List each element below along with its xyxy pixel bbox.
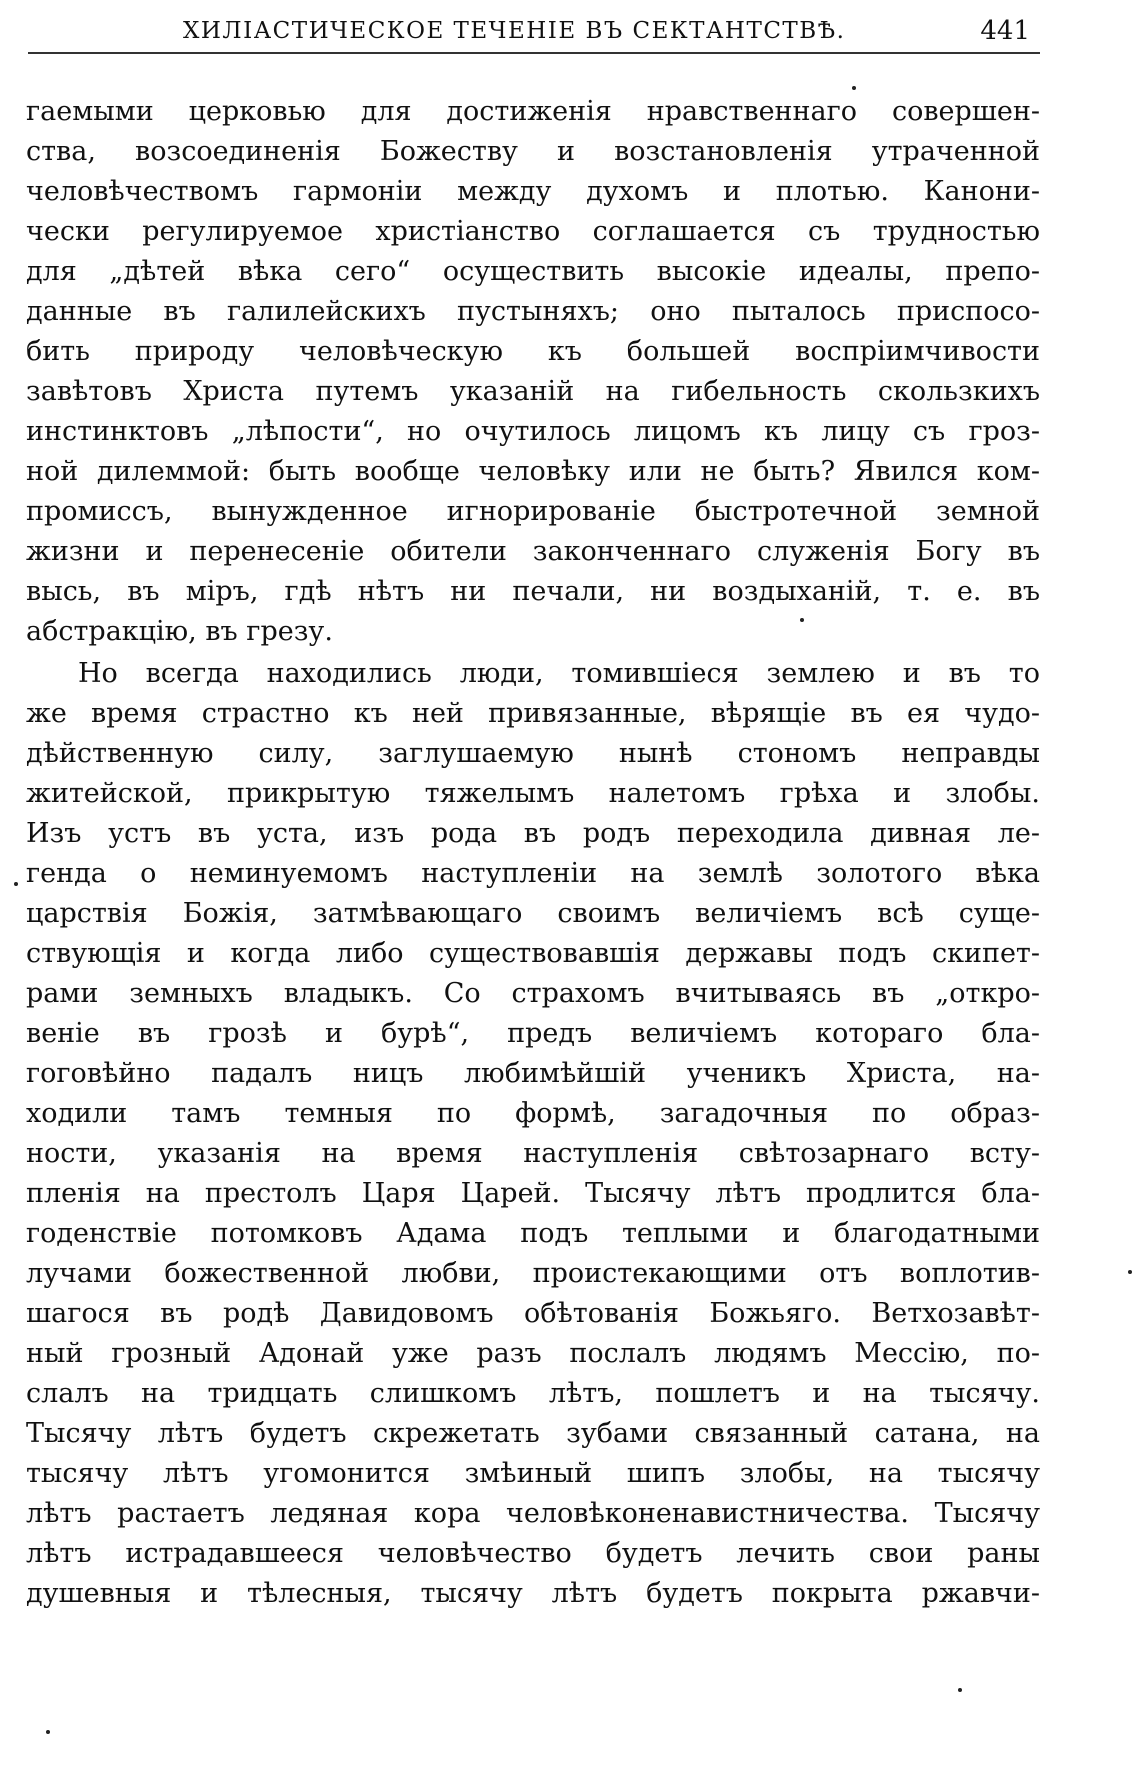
body-text — [26, 92, 1040, 1614]
paragraph-end-line: абстракцію, въ грезу. — [26, 616, 333, 647]
text-line: же время страстно къ ней привязанные, вѣрящіе въ ея чудо- — [26, 698, 1040, 729]
text-line: бить природу человѣческую къ большей воспріимчивости — [26, 336, 1040, 367]
text-line: для „дѣтей вѣка сего“ осуществить высокіе идеалы, препо- — [26, 256, 1040, 287]
text-line: шагося въ родѣ Давидовомъ обѣтованія Божьяго. Ветхозавѣт- — [26, 1298, 1040, 1329]
text-line: годенствіе потомковъ Адама подъ теплыми и благодатными — [26, 1218, 1040, 1249]
text-line: слалъ на тридцать слишкомъ лѣтъ, пошлетъ и на тысячу. — [26, 1378, 1040, 1409]
running-header — [28, 14, 1040, 54]
text-line: веніе въ грозѣ и бурѣ“, предъ величіемъ котораго бла- — [26, 1018, 1040, 1049]
text-line: дѣйственную силу, заглушаемую нынѣ стономъ неправды — [26, 738, 1040, 769]
print-speck — [800, 618, 804, 622]
text-line: ства, возсоединенія Божеству и возстановленія утраченной — [26, 136, 1040, 167]
text-line: ствующія и когда либо существовавшія державы подъ скипет- — [26, 938, 1040, 969]
text-line: лучами божественной любви, проистекающими отъ воплотив- — [26, 1258, 1040, 1289]
text-line: пленія на престолъ Царя Царей. Тысячу лѣтъ продлится бла- — [26, 1178, 1040, 1209]
text-line: гаемыми церковью для достиженія нравственнаго совершен- — [26, 96, 1040, 127]
text-line: завѣтовъ Христа путемъ указаній на гибельность скользкихъ — [26, 376, 1040, 407]
text-line: гоговѣйно падалъ ницъ любимѣйшій ученикъ Христа, на- — [26, 1058, 1040, 1089]
text-line: царствія Божія, затмѣвающаго своимъ величіемъ всѣ суще- — [26, 898, 1040, 929]
print-speck — [46, 1730, 50, 1734]
print-speck — [958, 1688, 962, 1692]
running-title: ХИЛІАСТИЧЕСКОЕ ТЕЧЕНІЕ ВЪ СЕКТАНТСТВѢ. — [183, 18, 846, 44]
text-line: лѣтъ растаетъ ледяная кора человѣконенавистничества. Тысячу — [26, 1498, 1040, 1529]
text-line: душевныя и тѣлесныя, тысячу лѣтъ будетъ покрыта ржавчи- — [26, 1578, 1040, 1609]
text-line: Тысячу лѣтъ будетъ скрежетать зубами связанный сатана, на — [26, 1418, 1040, 1449]
text-line: промиссъ, вынужденное игнорированіе быстротечной земной — [26, 496, 1040, 527]
text-line: тысячу лѣтъ угомонится змѣиный шипъ злобы, на тысячу — [26, 1458, 1040, 1489]
text-line: рами земныхъ владыкъ. Со страхомъ вчитываясь въ „откро- — [26, 978, 1040, 1009]
text-line: лѣтъ истрадавшееся человѣчество будетъ лечить свои раны — [26, 1538, 1040, 1569]
text-line: инстинктовъ „лѣпости“, но очутилось лицомъ къ лицу съ гроз- — [26, 416, 1040, 447]
print-speck — [1128, 1270, 1132, 1274]
text-line: ный грозный Адонай уже разъ послалъ людямъ Мессію, по- — [26, 1338, 1040, 1369]
print-speck — [852, 86, 856, 90]
header-rule — [28, 52, 1040, 54]
text-line: Изъ устъ въ уста, изъ рода въ родъ переходила дивная ле- — [26, 818, 1040, 849]
text-line: генда о неминуемомъ наступленіи на землѣ золотого вѣка — [26, 858, 1040, 889]
text-line: житейской, прикрытую тяжелымъ налетомъ грѣха и злобы. — [26, 778, 1040, 809]
text-line: высь, въ міръ, гдѣ нѣтъ ни печали, ни воздыханій, т. е. въ — [26, 576, 1040, 607]
text-line: человѣчествомъ гармоніи между духомъ и плотью. Канони- — [26, 176, 1040, 207]
print-speck — [14, 882, 18, 886]
text-line: ходили тамъ темныя по формѣ, загадочныя по образ- — [26, 1098, 1040, 1129]
text-line: ности, указанія на время наступленія свѣтозарнаго всту- — [26, 1138, 1040, 1169]
page-number: 441 — [980, 16, 1030, 46]
text-line: жизни и перенесеніе обители законченнаго служенія Богу въ — [26, 536, 1040, 567]
text-line: данные въ галилейскихъ пустыняхъ; оно пыталось приспосо- — [26, 296, 1040, 327]
paragraph-start-line: Но всегда находились люди, томившіеся землею и въ то — [78, 658, 1040, 689]
text-line: чески регулируемое христіанство соглашается съ трудностью — [26, 216, 1040, 247]
text-line: ной дилеммой: быть вообще человѣку или не быть? Явился ком- — [26, 456, 1040, 487]
